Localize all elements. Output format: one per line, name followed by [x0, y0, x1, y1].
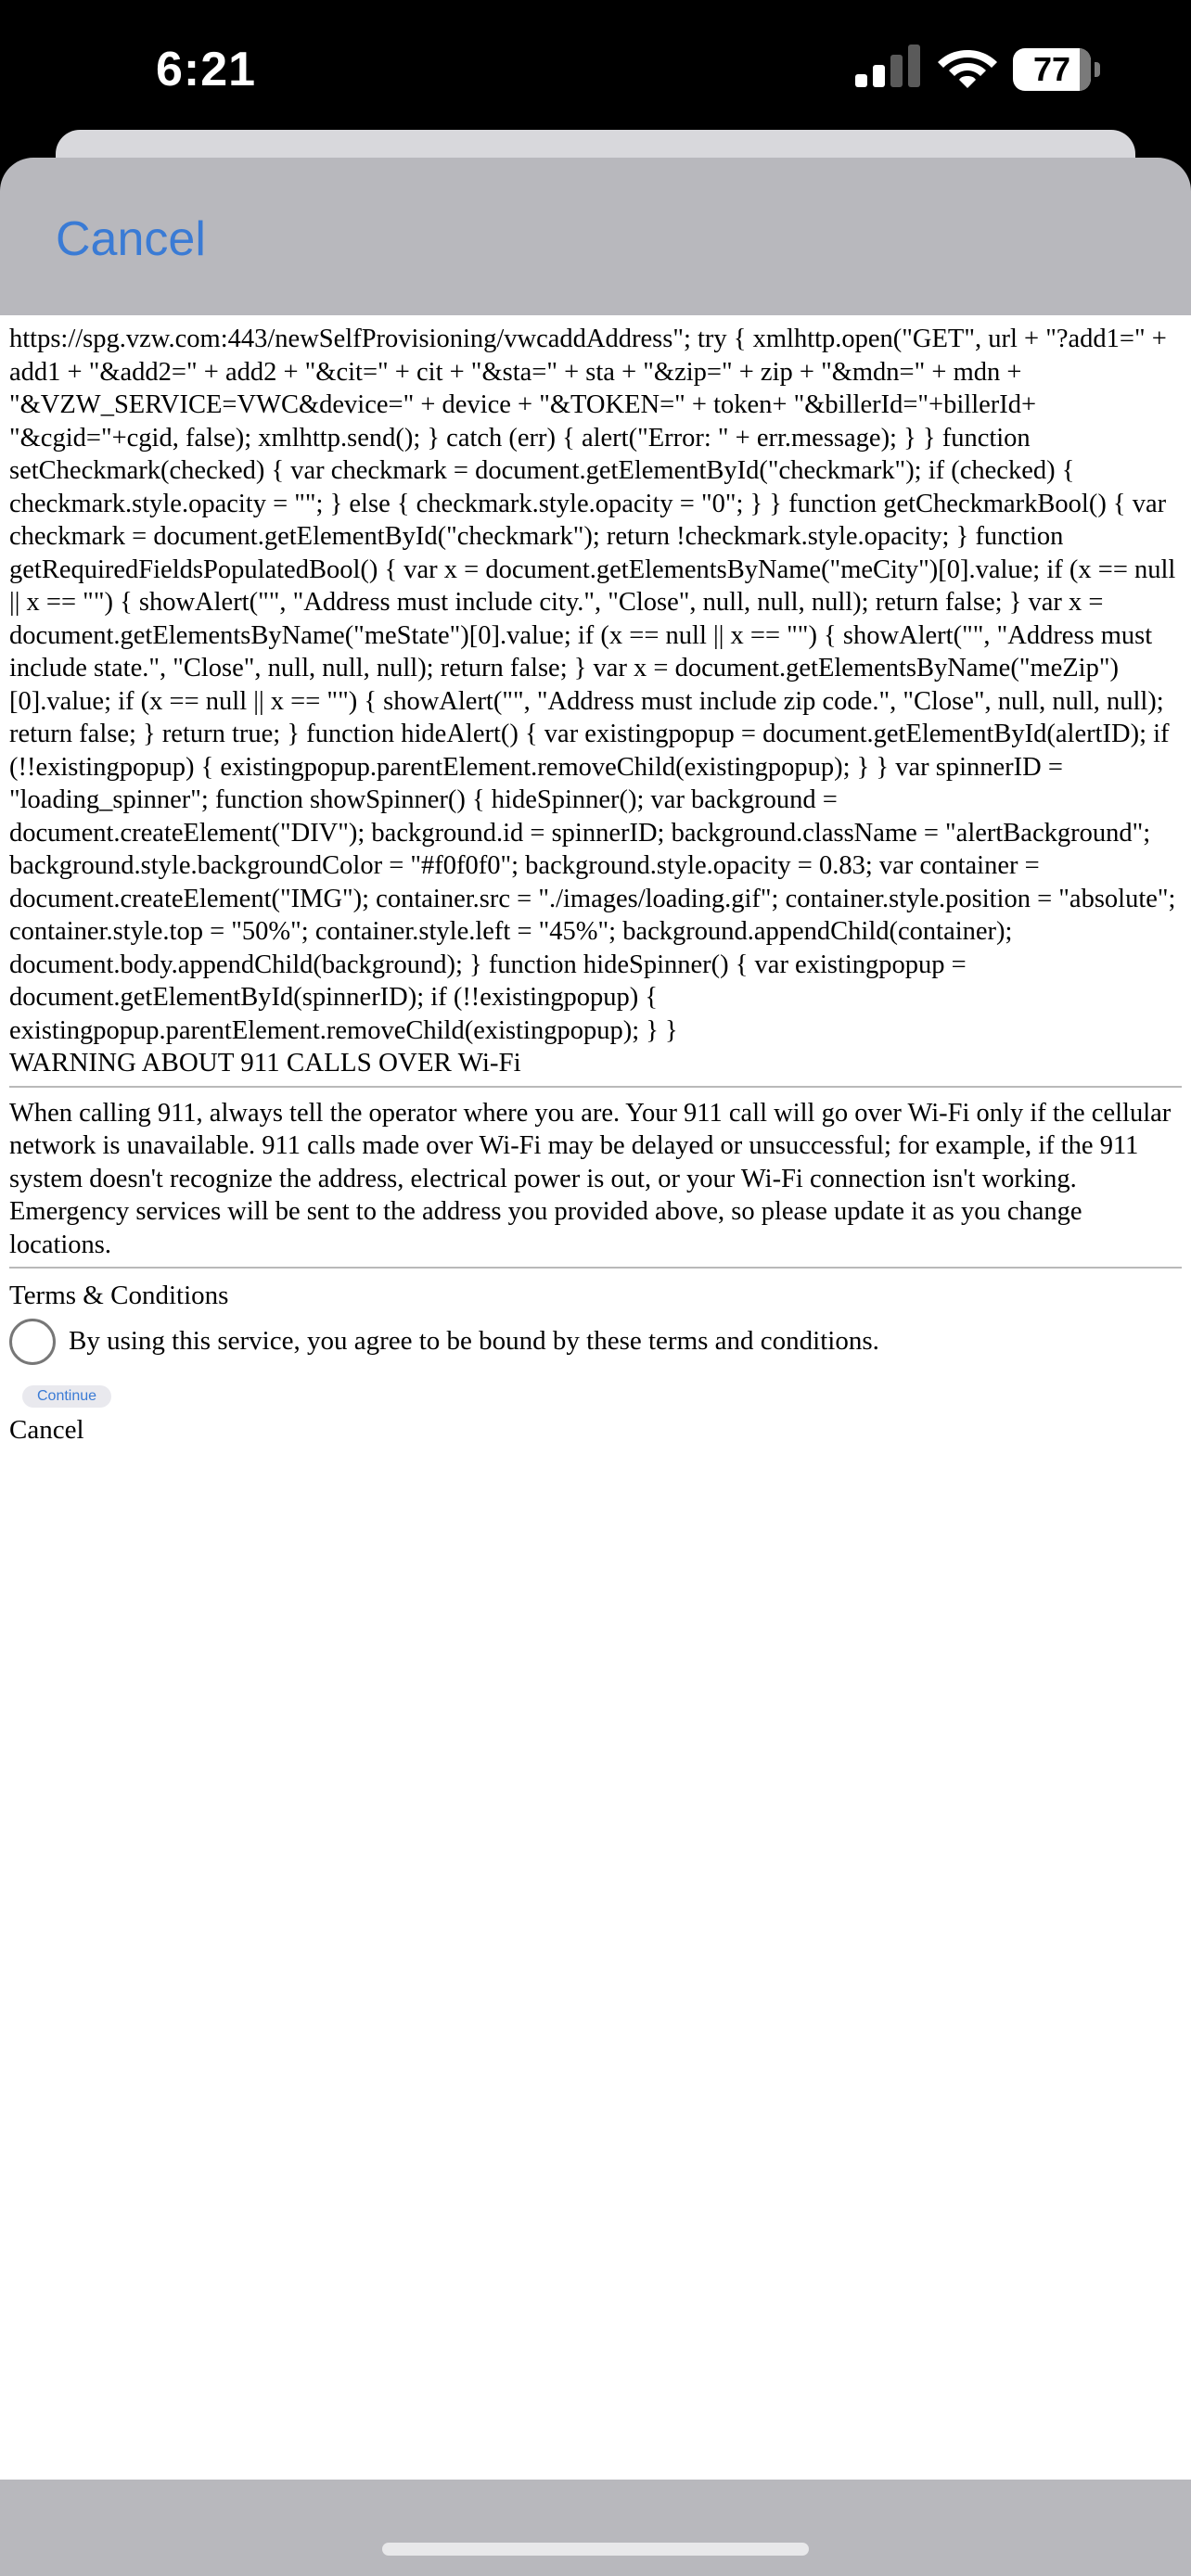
- sheet-header: [0, 158, 1191, 315]
- status-bar: [0, 0, 1191, 139]
- web-content: [0, 315, 1191, 2480]
- signal-bar-2: [873, 65, 885, 87]
- battery-icon: [1013, 48, 1091, 91]
- warning-text: When calling 911, always tell the operator where you are. Your 911 call will go over Wi-Fi only if the cellular network is unavailable. 911 calls made over Wi-Fi may be delayed or unsuccessful; for example, if the 911 system doesn't recognize the address, electrical power is out, or your Wi-Fi connection isn't working. Emergency services will be sent to the address you provided above, so please update it as you change locations.: [9, 1098, 1172, 1259]
- content-body: [0, 315, 1191, 1447]
- warning-heading: WARNING ABOUT 911 CALLS OVER Wi-Fi: [9, 1048, 521, 1078]
- battery-level: 77: [1032, 50, 1071, 88]
- cancel-button[interactable]: Cancel: [56, 212, 206, 266]
- wifi-icon: [937, 45, 998, 91]
- terms-label: By using this service, you agree to be bound by these terms and conditions.: [69, 1326, 879, 1357]
- status-time: 6:21: [156, 43, 257, 96]
- terms-title: Terms & Conditions: [9, 1281, 229, 1310]
- signal-bar-1: [855, 74, 867, 87]
- signal-bar-4: [908, 45, 920, 87]
- terms-agreement-row[interactable]: [9, 1319, 1182, 1365]
- divider: [9, 1267, 1182, 1269]
- cellular-signal-icon: [855, 43, 922, 89]
- cancel-link[interactable]: Cancel: [9, 1414, 84, 1445]
- signal-bar-3: [890, 55, 903, 87]
- battery-indicator: [1013, 48, 1100, 91]
- battery-cap: [1095, 62, 1100, 77]
- page-code-text: https://spg.vzw.com:443/newSelfProvisioning/vwcaddAddress"; try { xmlhttp.open("GET", url + "?add1=" + add1 + "&add2=" + add2 + "&cit=" + cit + "&sta=" + sta + "&zip=" + zip + "&mdn=" + mdn + "&VZW_SERVICE=VWC&device=" + device + "&TOKEN=" + token+ "&billerId="+billerId+ "&cgid="+cgid, false); xmlhttp.send(); } catch (err) { alert("Error: " + err.message); } } function setCheckmark(checked) { var checkmark = document.getElementById("checkmark"); if (checked) { checkmark.style.opacity = ""; } else { checkmark.style.opacity = "0"; } } function getCheckmarkBool() { var checkmark = document.getElementById("checkmark"); return !checkmark.style.opacity; } function getRequiredFieldsPopulatedBool() { var x = document.getElementsByName("meCity")[0].value; if (x == null || x == "") { showAlert("", "Address must include city.", "Close", null, null, null); return false; } var x = document.getElementsByName("meState")[0].value; if (x == null || x == "") { showAlert("", "Address must include state.", "Close", null, null, null); return false; } var x = document.getElementsByName("meZip")[0].value; if (x == null || x == "") { showAlert("", "Address must include zip code.", "Close", null, null, null); return false; } return true; } function hideAlert() { var existingpopup = document.getElementById(alertID); if (!!existingpopup) { existingpopup.parentElement.removeChild(existingpopup); } } var spinnerID = "loading_spinner"; function showSpinner() { hideSpinner(); var background = document.createElement("DIV"); background.id = spinnerID; background.className = "alertBackground"; background.style.backgroundColor = "#f0f0f0"; background.style.opacity = 0.83; var container = document.createElement("IMG"); container.src = "./images/loading.gif"; container.style.position = "absolute"; container.style.top = "50%"; container.style.left = "45%"; background.appendChild(container); document.body.appendChild(background); } function hideSpinner() { var existingpopup = document.getElementById(spinnerID); if (!!existingpopup) { existingpopup.parentElement.removeChild(existingpopup); } }: [9, 325, 1176, 1045]
- divider: [9, 1086, 1182, 1088]
- terms-radio-button[interactable]: [9, 1319, 56, 1365]
- home-indicator[interactable]: [382, 2543, 809, 2556]
- bottom-bar: [0, 2480, 1191, 2576]
- continue-button[interactable]: Continue: [22, 1385, 111, 1408]
